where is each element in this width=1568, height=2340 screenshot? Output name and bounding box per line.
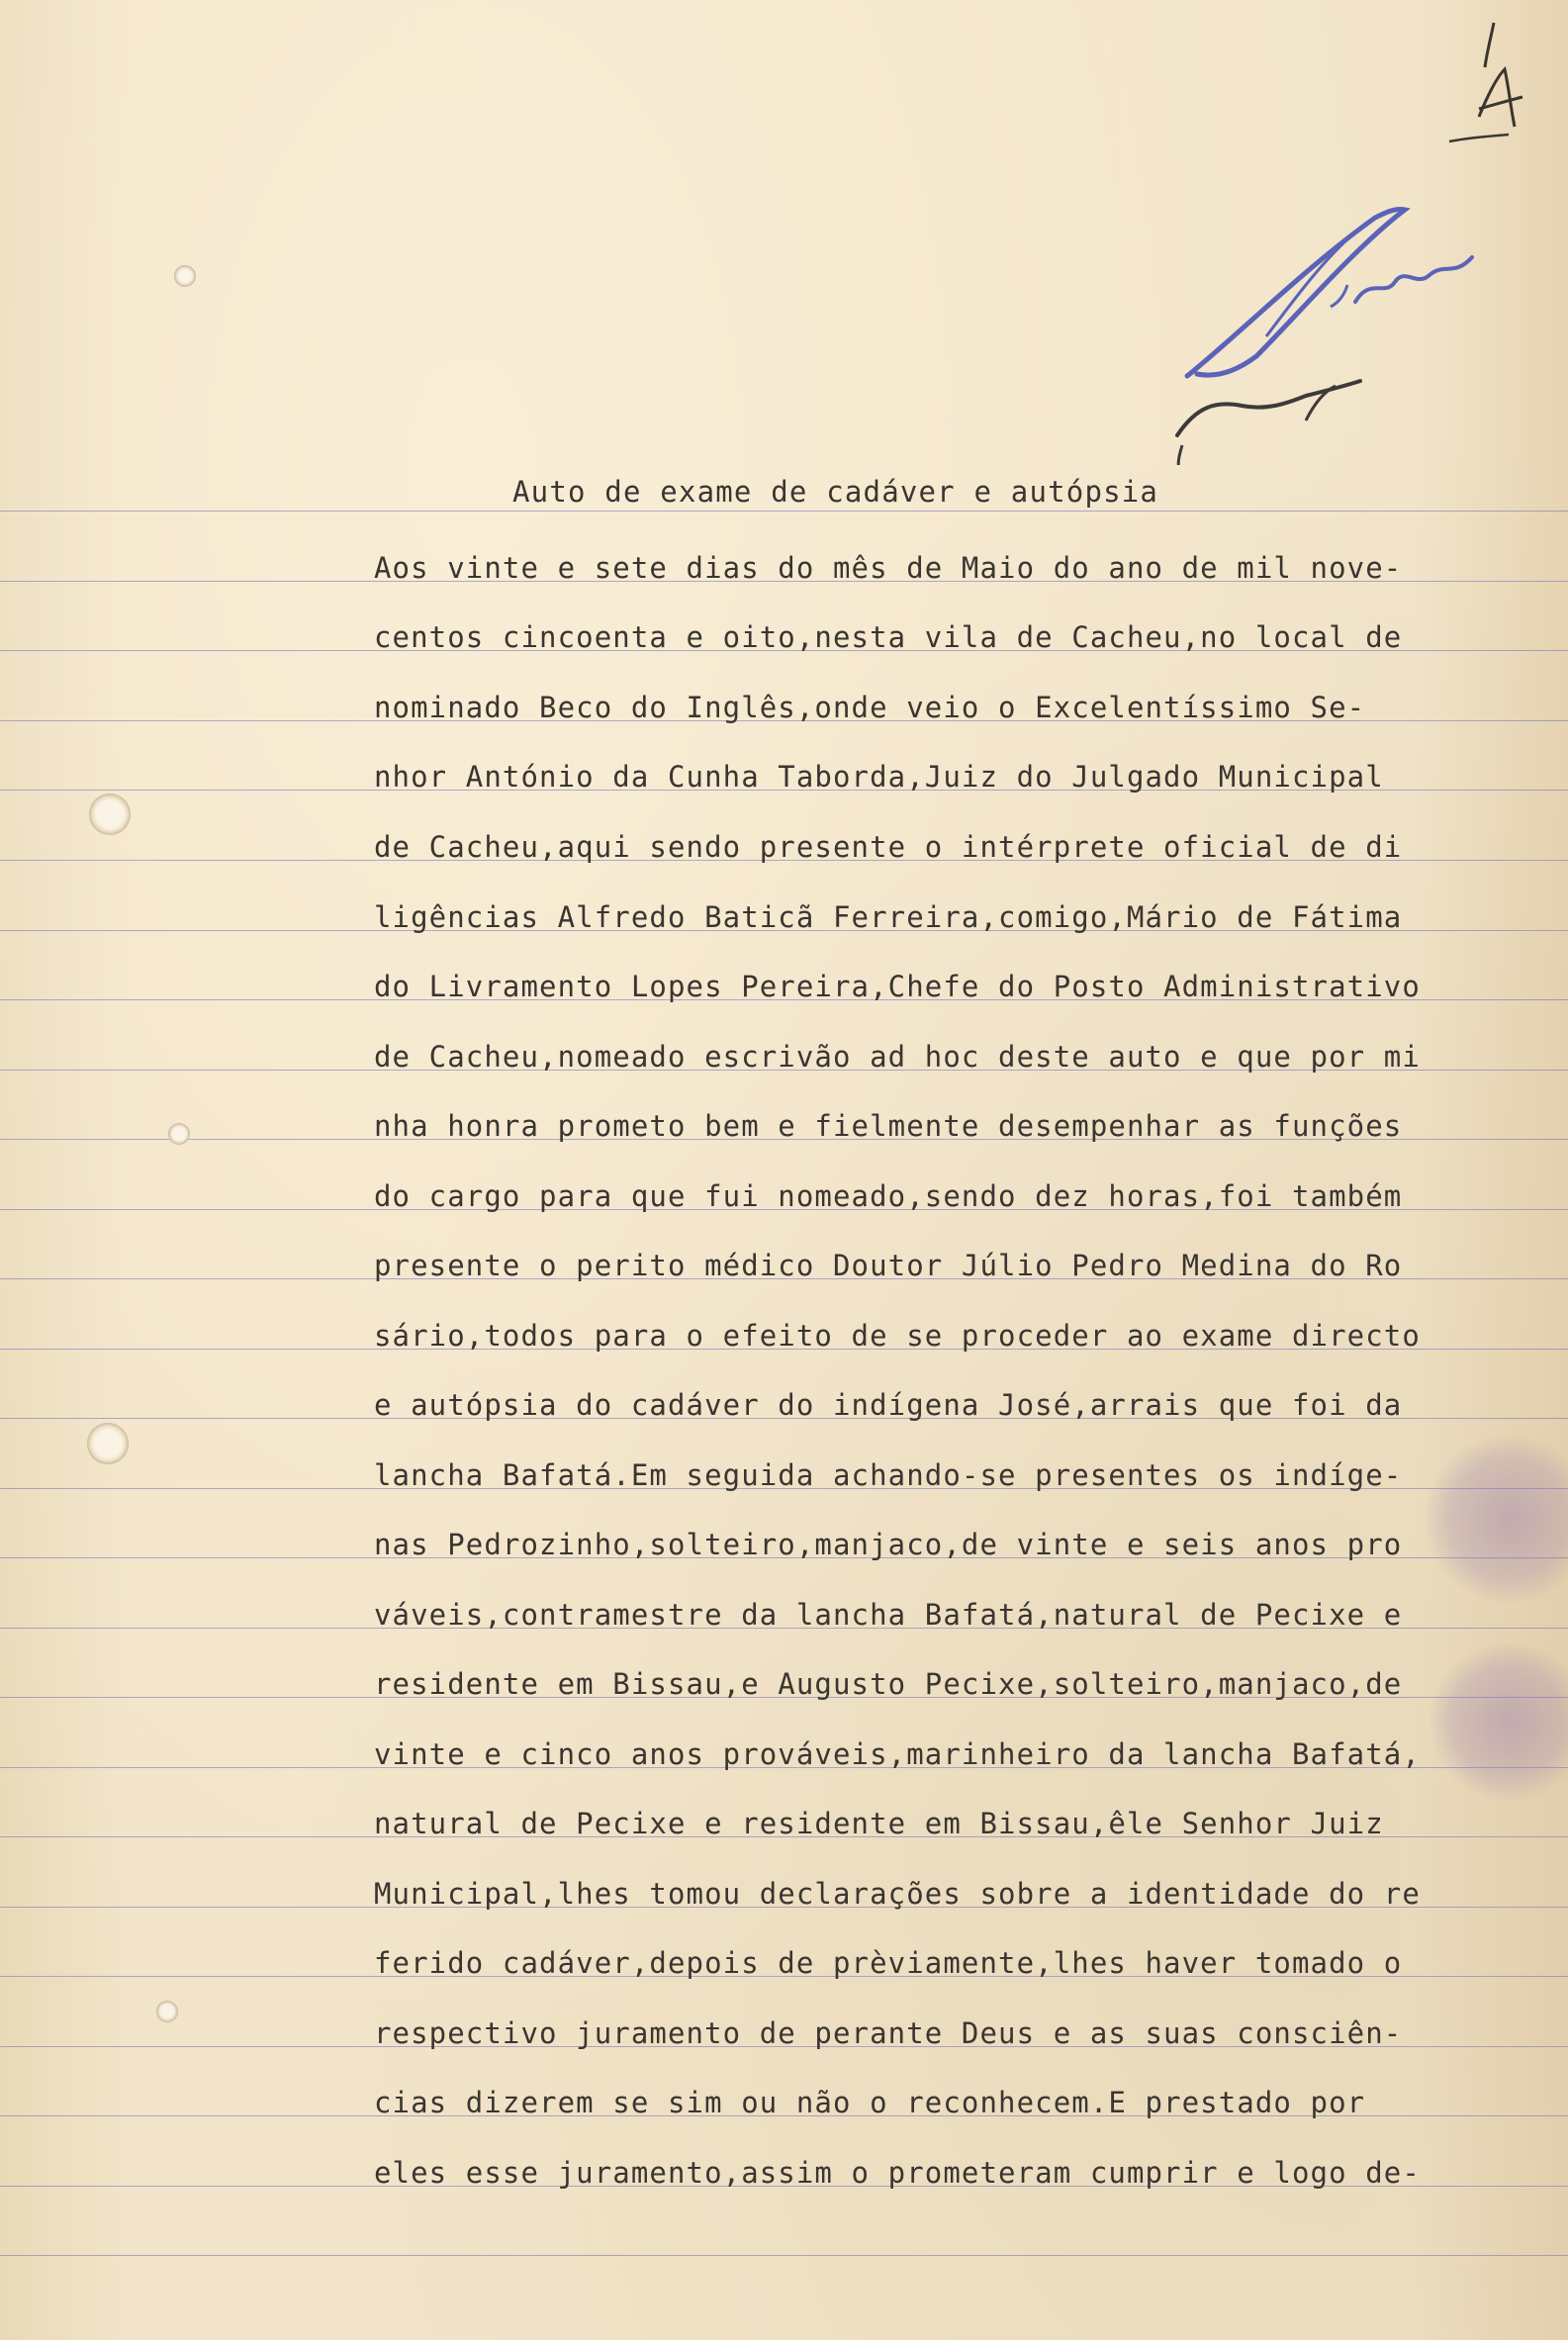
text-line: ligências Alfredo Baticã Ferreira,comigo,Mário de Fátima [374, 900, 1403, 934]
text-line: eles esse juramento,assim o prometeram cumprir e logo de- [374, 2156, 1421, 2190]
punch-hole [87, 1423, 129, 1464]
text-line: respectivo juramento de perante Deus e as suas consciên- [374, 2016, 1403, 2050]
punch-hole [168, 1123, 190, 1145]
text-line: do cargo para que fui nomeado,sendo dez horas,foi também [374, 1179, 1403, 1213]
document-title: Auto de exame de cadáver e autópsia [512, 475, 1159, 509]
handwritten-signature [1157, 188, 1514, 465]
text-line: residente em Bissau,e Augusto Pecixe,solteiro,manjaco,de [374, 1667, 1403, 1701]
punch-hole [156, 2001, 178, 2022]
text-line: nominado Beco do Inglês,onde veio o Excelentíssimo Se- [374, 691, 1366, 724]
text-line: váveis,contramestre da lancha Bafatá,natural de Pecixe e [374, 1598, 1403, 1632]
text-line: vinte e cinco anos prováveis,marinheiro da lancha Bafatá, [374, 1737, 1421, 1771]
text-line: sário,todos para o efeito de se proceder ao exame directo [374, 1319, 1421, 1353]
ink-stamp [1430, 1642, 1568, 1801]
text-line: do Livramento Lopes Pereira,Chefe do Posto Administrativo [374, 970, 1421, 1003]
text-line: nhor António da Cunha Taborda,Juiz do Julgado Municipal [374, 760, 1384, 794]
ruled-line [0, 2255, 1568, 2256]
text-line: e autópsia do cadáver do indígena José,arrais que foi da [374, 1388, 1403, 1422]
text-line: centos cincoenta e oito,nesta vila de Cacheu,no local de [374, 620, 1403, 654]
text-line: de Cacheu,nomeado escrivão ad hoc deste auto e que por mi [374, 1040, 1421, 1074]
text-line: nas Pedrozinho,solteiro,manjaco,de vinte e seis anos pro [374, 1528, 1403, 1561]
ink-stamp [1425, 1435, 1568, 1603]
text-line: cias dizerem se sim ou não o reconhecem.E prestado por [374, 2086, 1366, 2119]
text-line: natural de Pecixe e residente em Bissau,êle Senhor Juiz [374, 1807, 1384, 1840]
text-line: Municipal,lhes tomou declarações sobre a identidade do re [374, 1877, 1421, 1911]
text-line: ferido cadáver,depois de prèviamente,lhes haver tomado o [374, 1946, 1403, 1980]
punch-hole [89, 794, 131, 835]
text-line: nha honra prometo bem e fielmente desempenhar as funções [374, 1109, 1403, 1143]
text-line: Aos vinte e sete dias do mês de Maio do ano de mil nove- [374, 551, 1403, 585]
page-number-mark [1439, 18, 1528, 146]
punch-hole [174, 265, 196, 287]
text-line: de Cacheu,aqui sendo presente o intérprete oficial de di [374, 830, 1403, 864]
text-line: lancha Bafatá.Em seguida achando-se presentes os indíge- [374, 1458, 1403, 1492]
ruled-line [0, 511, 1568, 512]
text-line: presente o perito médico Doutor Júlio Pedro Medina do Ro [374, 1249, 1403, 1282]
